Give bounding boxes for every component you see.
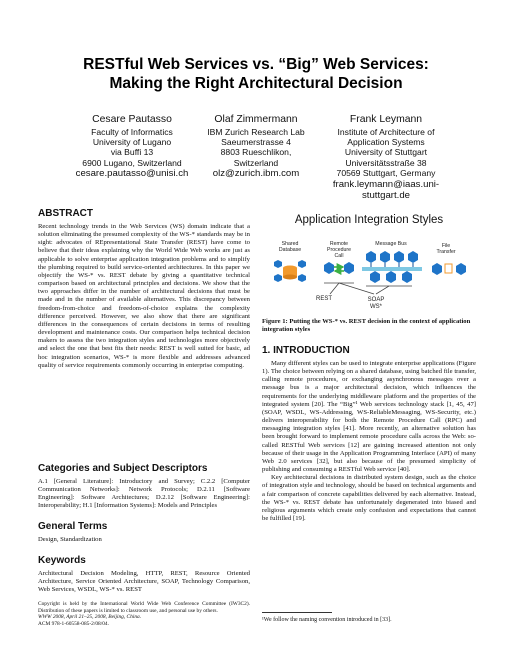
label-rest: REST: [315, 296, 333, 302]
hexagon-icon: [298, 260, 306, 268]
author-affiliation: Switzerland: [233, 157, 279, 168]
author-affiliation: Saeumerstrasse 4: [221, 136, 291, 147]
hexagon-icon: [274, 260, 282, 268]
shared-database-group: [274, 260, 306, 282]
bus-bar: [362, 267, 422, 271]
hexagon-icon: [394, 251, 404, 263]
author-name: Olaf Zimmermann: [214, 114, 298, 125]
figure-1: [262, 210, 476, 310]
file-transfer-group: [432, 263, 466, 275]
author-name: Frank Leymann: [349, 114, 423, 125]
figure-caption: Figure 1: Putting the WS-* vs. REST decision in the context of application integration styles: [262, 318, 471, 334]
hexagon-icon: [432, 263, 442, 275]
hexagon-icon: [344, 262, 354, 274]
author-affiliation: 8803 Rueschlikon,: [220, 147, 292, 158]
hexagon-icon: [274, 274, 282, 282]
rpc-group: [324, 262, 354, 274]
label-shared-database: Shared Database: [278, 241, 302, 253]
paper-title-line-1: RESTful Web Services vs. “Big” Web Services:: [83, 56, 429, 73]
author-email-continued: stuttgart.de: [362, 189, 410, 201]
introduction-paragraph-1: Many different styles can be used to integrate enterprise applications (Figure 1). The choice between relying on a shared database, using batched file transfer, calling remote procedures, or exchanging asynchronous messages over a message bus is a major architectural decision, which influences the requirements for the underlying middleware platform and the properties of the integrated system [20]. The “Big”¹ Web services technology stack [1, 45, 47] (SOAP, WSDL, WS-Addressing, WS-ReliableMessaging, WS-Security, etc.) delivers interoperability for both the Remote Procedure Call (RPC) and messaging integration styles [41]. More recently, an alternative solution has been brought forward to implement remote procedure calls across the Web: so-called RESTful Web services [12] are gaining increased attention not only because of their usage in the Application Programming Interface (API) of many Web 2.0 services [32], but also because of the presumed simplicity of publishing and consuming a RESTful Web service [40].: [262, 360, 476, 474]
author-affiliation: Faculty of Informatics: [91, 126, 173, 137]
copyright-block: [38, 601, 250, 627]
author-email: olz@zurich.ibm.com: [212, 168, 300, 180]
database-cylinder-bottom: [283, 275, 297, 280]
author-affiliation: University of Stuttgart: [344, 147, 428, 158]
terms-heading: General Terms: [38, 521, 108, 532]
label-ws: WS*: [370, 304, 382, 310]
hexagon-icon: [386, 271, 396, 283]
author-affiliation: Institute of Architecture of: [337, 126, 435, 137]
footnote-rule: [262, 612, 332, 613]
author-block-2: [190, 114, 322, 179]
author-block-1: [66, 114, 198, 179]
file-icon: [445, 264, 452, 273]
keywords-text: Architectural Decision Modeling, HTTP, REST, Resource Oriented Architecture, Service Oriented Architecture, SOAP, Technology Comparison, Web Services, WSDL, WS-* vs. REST: [38, 570, 250, 594]
terms-text: Design, Standardization: [38, 536, 102, 543]
figure-title: Application Integration Styles: [294, 214, 444, 226]
footnote: ¹We follow the naming convention introduced in [33].: [262, 617, 392, 623]
categories-text: A.1 [General Literature]: Introductory and Survey; C.2.2 [Computer Communication Networks]: Network Protocols; D.2.11 [Software Engineering]: Software Architectures; D.2.12 [Software Engineering]: Interoperability; H.1 [Information Systems]: Models and Principles: [38, 478, 250, 510]
label-message-bus: Message Bus: [375, 241, 407, 247]
author-affiliation: via Buffi 13: [110, 147, 154, 158]
hexagon-icon: [366, 251, 376, 263]
abstract-section: [38, 208, 250, 370]
integration-styles-diagram: [262, 210, 476, 310]
hexagon-icon: [456, 263, 466, 275]
categories-section: [38, 463, 250, 511]
hexagon-icon: [324, 262, 334, 274]
keywords-heading: Keywords: [38, 555, 86, 566]
author-affiliation: Application Systems: [347, 136, 425, 147]
rest-branch-line: [330, 283, 339, 294]
introduction-heading: 1. INTRODUCTION: [262, 345, 350, 356]
hexagon-icon: [402, 271, 412, 283]
hexagon-icon: [370, 271, 380, 283]
author-name: Cesare Pautasso: [92, 114, 172, 125]
author-block-3: [316, 114, 456, 201]
acm-text: ACM 978-1-60558-085-2/08/04.: [38, 620, 109, 627]
message-bus-group: [362, 251, 422, 283]
author-affiliation: 70569 Stuttgart, Germany: [336, 168, 436, 179]
hexagon-icon: [380, 251, 390, 263]
terms-section: [38, 521, 250, 544]
soap-branch-line: [339, 283, 374, 294]
abstract-text: Recent technology trends in the Web Services (WS) domain indicate that a solution eliminating the presumed complexity of the WS-* standards may be in sight: advocates of REpresentational State Transfer (REST) have come to believe that their ideas explaining why the World Wide Web works are just as applicable to solve enterprise application integration problems and to simplify the plumbing required to build service-oriented architectures. In this paper we objectify the WS-* vs. REST debate by giving a quantitative technical comparison based on architectural principles and decisions. We show that the two approaches differ in the number of architectural decisions that must be made and in the number of available alternatives. This discrepancy between freedom-from-choice and freedom-of-choice explains the complexity difference perceived. However, we also show that there are significant differences in the consequences of certain decisions in terms of resulting development and maintenance costs. Our comparison helps technical decision makers to assess the two integration styles and technologies more objectively and select the one that best fits their needs: REST is well suited for basic, ad hoc integration scenarios, WS-* is more flexible and addresses advanced quality of service requirements commonly occurring in enterprise computing.: [38, 223, 250, 369]
label-remote-procedure-call: Remote Procedure Call: [327, 241, 351, 259]
author-email: frank.leymann@iaas.uni-: [332, 178, 440, 190]
author-affiliation: IBM Zurich Research Lab: [207, 126, 305, 137]
label-shared-database-text: Shared: [281, 241, 299, 247]
author-email: cesare.pautasso@unisi.ch: [75, 168, 189, 180]
author-affiliation: Universitätsstraße 38: [345, 157, 427, 168]
hexagon-icon: [298, 274, 306, 282]
introduction-section: [262, 345, 476, 523]
copyright-text: Copyright is held by the International World Wide Web Conference Committee (IW3C2). Distribution of these papers is limited to classroom use, and personal use by others.: [38, 601, 250, 614]
categories-heading: Categories and Subject Descriptors: [38, 463, 208, 474]
hexagon-icon: [408, 251, 418, 263]
bus-to-soap-line: [376, 286, 389, 294]
keywords-section: [38, 555, 250, 594]
abstract-heading: ABSTRACT: [38, 208, 93, 219]
paper-title-line-2: Making the Right Architectural Decision: [109, 75, 403, 92]
label-file-transfer: File Transfer: [436, 243, 456, 255]
label-soap: SOAP: [367, 297, 385, 303]
author-affiliation: 6900 Lugano, Switzerland: [82, 157, 182, 168]
introduction-paragraph-2: Key architectural decisions in distributed system design, such as the choice of integration style and technology, should be based on technical arguments and a fair comparison of concrete capabilities delivered by each alternative. Instead, the WS-* vs. REST debate has unfortunately degenerated into biased and religious arguments which create only confusion and expectations that cannot be fulfilled [19].: [262, 474, 476, 522]
conference-text: WWW 2008, April 21–25, 2008, Beijing, China.: [38, 614, 142, 620]
author-affiliation: University of Lugano: [92, 136, 172, 147]
